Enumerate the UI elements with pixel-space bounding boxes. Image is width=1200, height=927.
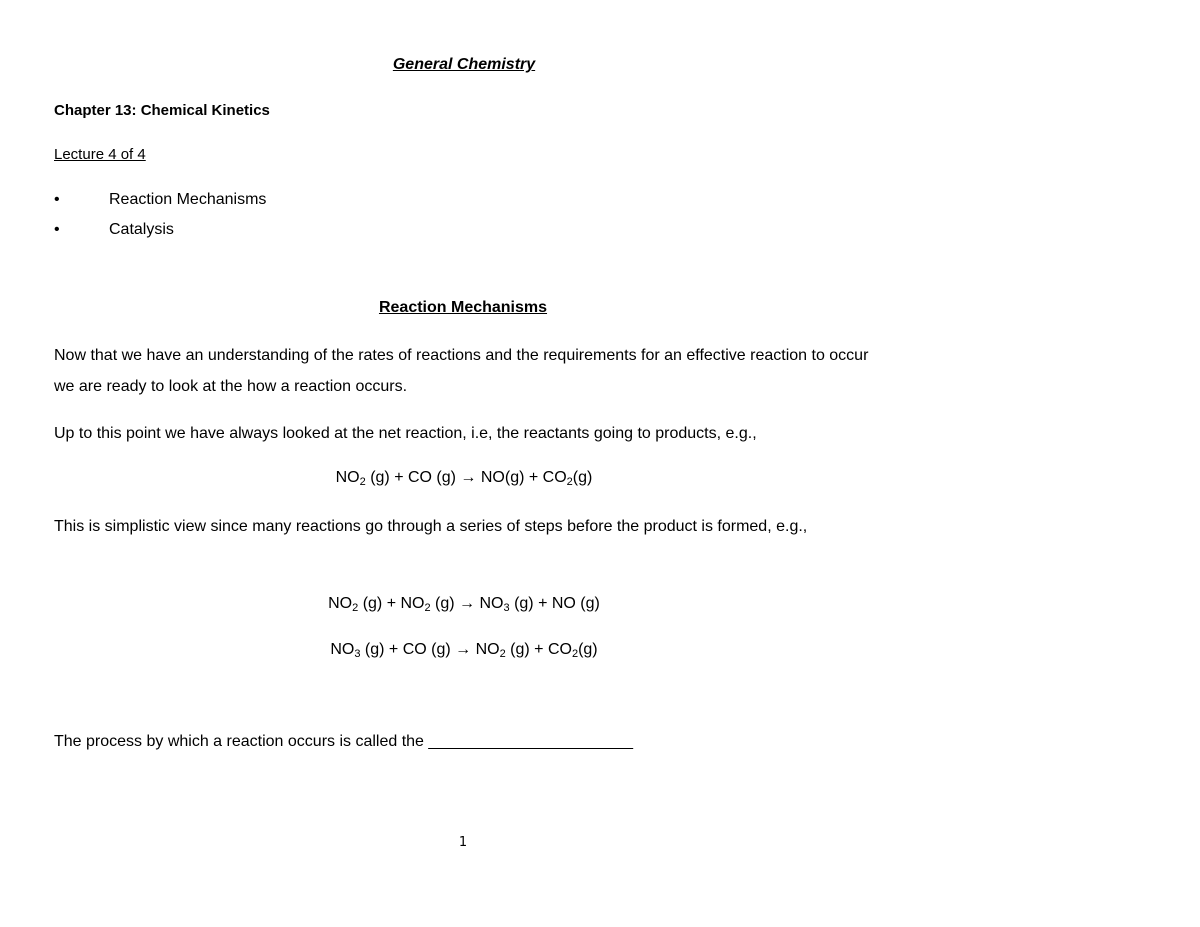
bullet-item xyxy=(54,221,174,239)
paragraph-steps: This is simplistic view since many reactions go through a series of steps before the product is formed, e.g., xyxy=(54,518,808,535)
lecture-label: Lecture 4 of 4 xyxy=(54,146,146,163)
equation-text: NO xyxy=(328,595,353,612)
section-heading: Reaction Mechanisms xyxy=(378,299,548,316)
equation-text: (g) xyxy=(578,641,598,658)
equation-text: NO xyxy=(330,641,355,658)
equation-subscript: 3 xyxy=(503,602,510,614)
equation-subscript: 2 xyxy=(359,476,366,488)
equation-subscript: 2 xyxy=(566,476,573,488)
equation-subscript: 2 xyxy=(499,648,506,660)
equation-step-1 xyxy=(0,595,928,613)
equation-step-2 xyxy=(0,641,928,659)
equation-text: (g) + CO (g) → NO(g) + CO xyxy=(365,469,567,486)
bullet-marker: • xyxy=(54,191,60,208)
paragraph-intro: Now that we have an understanding of the rates of reactions and the requirements for an effective reaction to occur we are ready to look at the how a reaction occurs. xyxy=(54,347,869,395)
equation-subscript: 3 xyxy=(354,648,361,660)
equation-text: NO xyxy=(335,469,360,486)
equation-subscript: 2 xyxy=(424,602,431,614)
fill-in-blank-prompt: The process by which a reaction occurs is called the _______________________ xyxy=(54,733,634,750)
equation-text: (g) xyxy=(572,469,593,486)
page-number: 1 xyxy=(458,835,468,850)
bullet-text: Reaction Mechanisms xyxy=(109,191,267,208)
bullet-item xyxy=(54,191,266,209)
chapter-heading: Chapter 13: Chemical Kinetics xyxy=(54,102,270,119)
equation-text: (g) + NO xyxy=(358,595,425,612)
bullet-marker: • xyxy=(54,221,60,238)
paragraph-net-reaction: Up to this point we have always looked at the net reaction, i.e, the reactants going to products, e.g., xyxy=(54,425,757,442)
document-title: General Chemistry xyxy=(392,56,536,73)
equation-text: (g) → NO xyxy=(430,595,504,612)
equation-subscript: 2 xyxy=(571,648,579,660)
bullet-text: Catalysis xyxy=(109,221,174,238)
equation-text: (g) + NO (g) xyxy=(509,595,600,612)
equation-subscript: 2 xyxy=(352,602,359,614)
equation-text: (g) + CO (g) → NO xyxy=(360,641,500,658)
equation-net-reaction xyxy=(0,469,928,487)
equation-text: (g) + CO xyxy=(505,641,572,658)
